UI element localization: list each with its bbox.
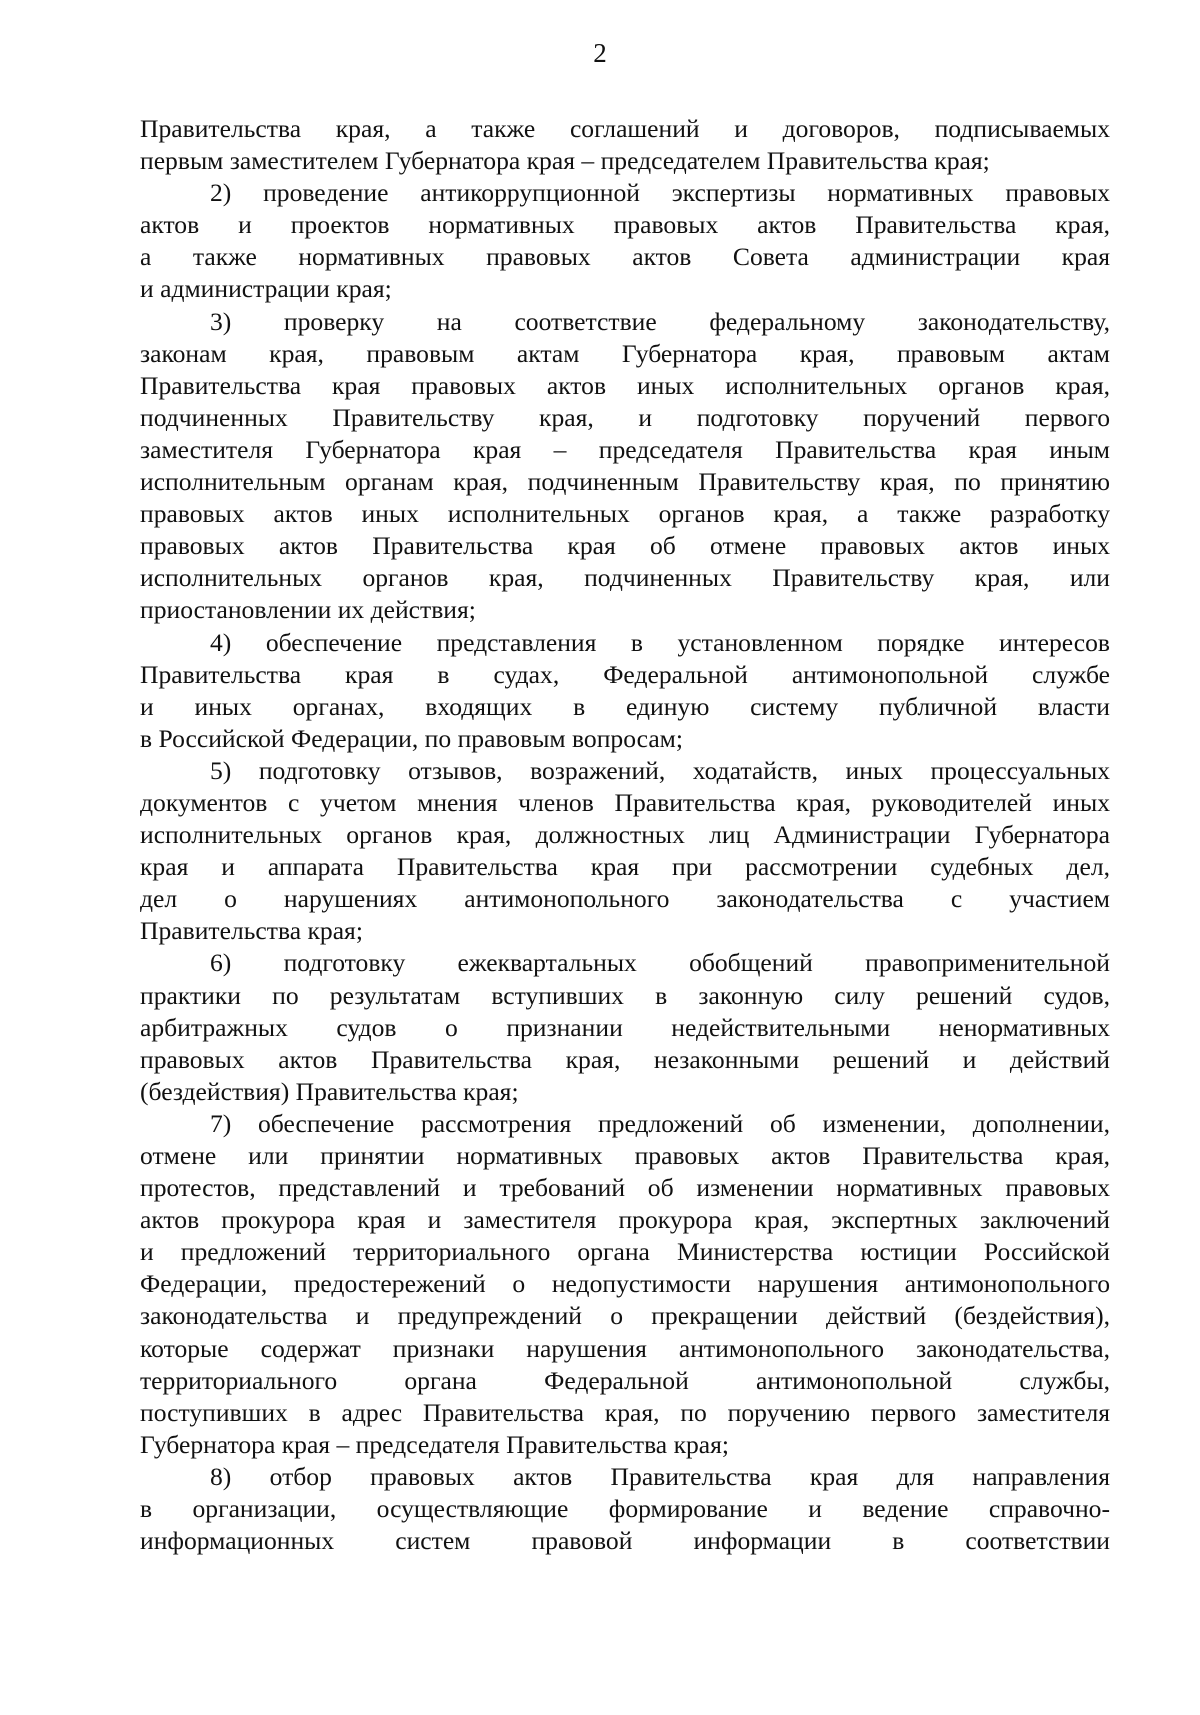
text-line: поступивших в адрес Правительства края, по поручению первого заместителя (140, 1397, 1110, 1427)
text-line: и предложений территориального органа Министерства юстиции Российской (140, 1237, 1110, 1267)
text-line: правовых актов иных исполнительных органов края, а также разработку (140, 499, 1110, 529)
text-line: 6) подготовку ежеквартальных обобщений правоприменительной (210, 948, 1110, 978)
text-line: а также нормативных правовых актов Совета администрации края (140, 242, 1110, 272)
text-line: Федерации, предостережений о недопустимости нарушения антимонопольного (140, 1269, 1110, 1299)
text-line: Правительства края правовых актов иных исполнительных органов края, (140, 370, 1110, 400)
text-line: дел о нарушениях антимонопольного законодательства с участием (140, 884, 1110, 914)
text-line: исполнительным органам края, подчиненным Правительству края, по принятию (140, 467, 1110, 497)
text-line: в организации, осуществляющие формирование и ведение справочно- (140, 1494, 1110, 1524)
text-line: в Российской Федерации, по правовым вопросам; (140, 723, 683, 753)
document-body (140, 113, 1110, 1557)
text-line: Правительства края; (140, 916, 363, 946)
text-line: протестов, представлений и требований об изменении нормативных правовых (140, 1173, 1110, 1203)
text-line: 2) проведение антикоррупционной экспертизы нормативных правовых (210, 178, 1110, 208)
text-line: подчиненных Правительству края, и подготовку поручений первого (140, 402, 1110, 432)
text-line: первым заместителем Губернатора края – председателем Правительства края; (140, 146, 990, 176)
text-line: и администрации края; (140, 274, 392, 304)
text-line: отмене или принятии нормативных правовых актов Правительства края, (140, 1141, 1110, 1170)
text-line: 7) обеспечение рассмотрения предложений об изменении, дополнении, (210, 1108, 1110, 1138)
text-line: приостановлении их действия; (140, 595, 476, 625)
text-line: Правительства края, а также соглашений и договоров, подписываемых (140, 114, 1110, 143)
text-line: 5) подготовку отзывов, возражений, ходатайств, иных процессуальных (210, 755, 1110, 785)
text-line: правовых актов Правительства края, незаконными решений и действий (140, 1044, 1110, 1074)
text-line: законам края, правовым актам Губернатора края, правовым актам (140, 338, 1110, 368)
text-line: заместителя Губернатора края – председателя Правительства края иным (140, 434, 1110, 464)
text-line: законодательства и предупреждений о прекращении действий (бездействия), (140, 1301, 1110, 1331)
text-line: правовых актов Правительства края об отмене правовых актов иных (140, 531, 1110, 561)
text-line: Правительства края в судах, Федеральной антимонопольной службе (140, 659, 1110, 689)
text-line: исполнительных органов края, должностных лиц Администрации Губернатора (140, 820, 1110, 850)
text-line: края и аппарата Правительства края при рассмотрении судебных дел, (140, 852, 1110, 882)
text-line: арбитражных судов о признании недействительными ненормативных (140, 1012, 1110, 1042)
text-line: практики по результатам вступивших в законную силу решений судов, (140, 980, 1110, 1010)
text-line: документов с учетом мнения членов Правительства края, руководителей иных (140, 787, 1110, 817)
text-line: актов прокурора края и заместителя прокурора края, экспертных заключений (140, 1205, 1110, 1235)
text-line: территориального органа Федеральной антимонопольной службы, (140, 1365, 1110, 1395)
text-line: (бездействия) Правительства края; (140, 1076, 519, 1106)
text-line: актов и проектов нормативных правовых актов Правительства края, (140, 210, 1110, 240)
text-line: исполнительных органов края, подчиненных Правительству края, или (140, 563, 1110, 593)
text-line: и иных органах, входящих в единую систему публичной власти (140, 691, 1110, 721)
text-line: информационных систем правовой информации в соответствии (140, 1526, 1110, 1556)
text-line: 3) проверку на соответствие федеральному законодательству, (210, 306, 1110, 336)
text-line: 8) отбор правовых актов Правительства края для направления (210, 1461, 1110, 1491)
page-number: 2 (593, 38, 607, 68)
text-line: 4) обеспечение представления в установленном порядке интересов (210, 627, 1110, 657)
text-line: которые содержат признаки нарушения антимонопольного законодательства, (140, 1333, 1110, 1363)
text-line: Губернатора края – председателя Правительства края; (140, 1429, 730, 1459)
